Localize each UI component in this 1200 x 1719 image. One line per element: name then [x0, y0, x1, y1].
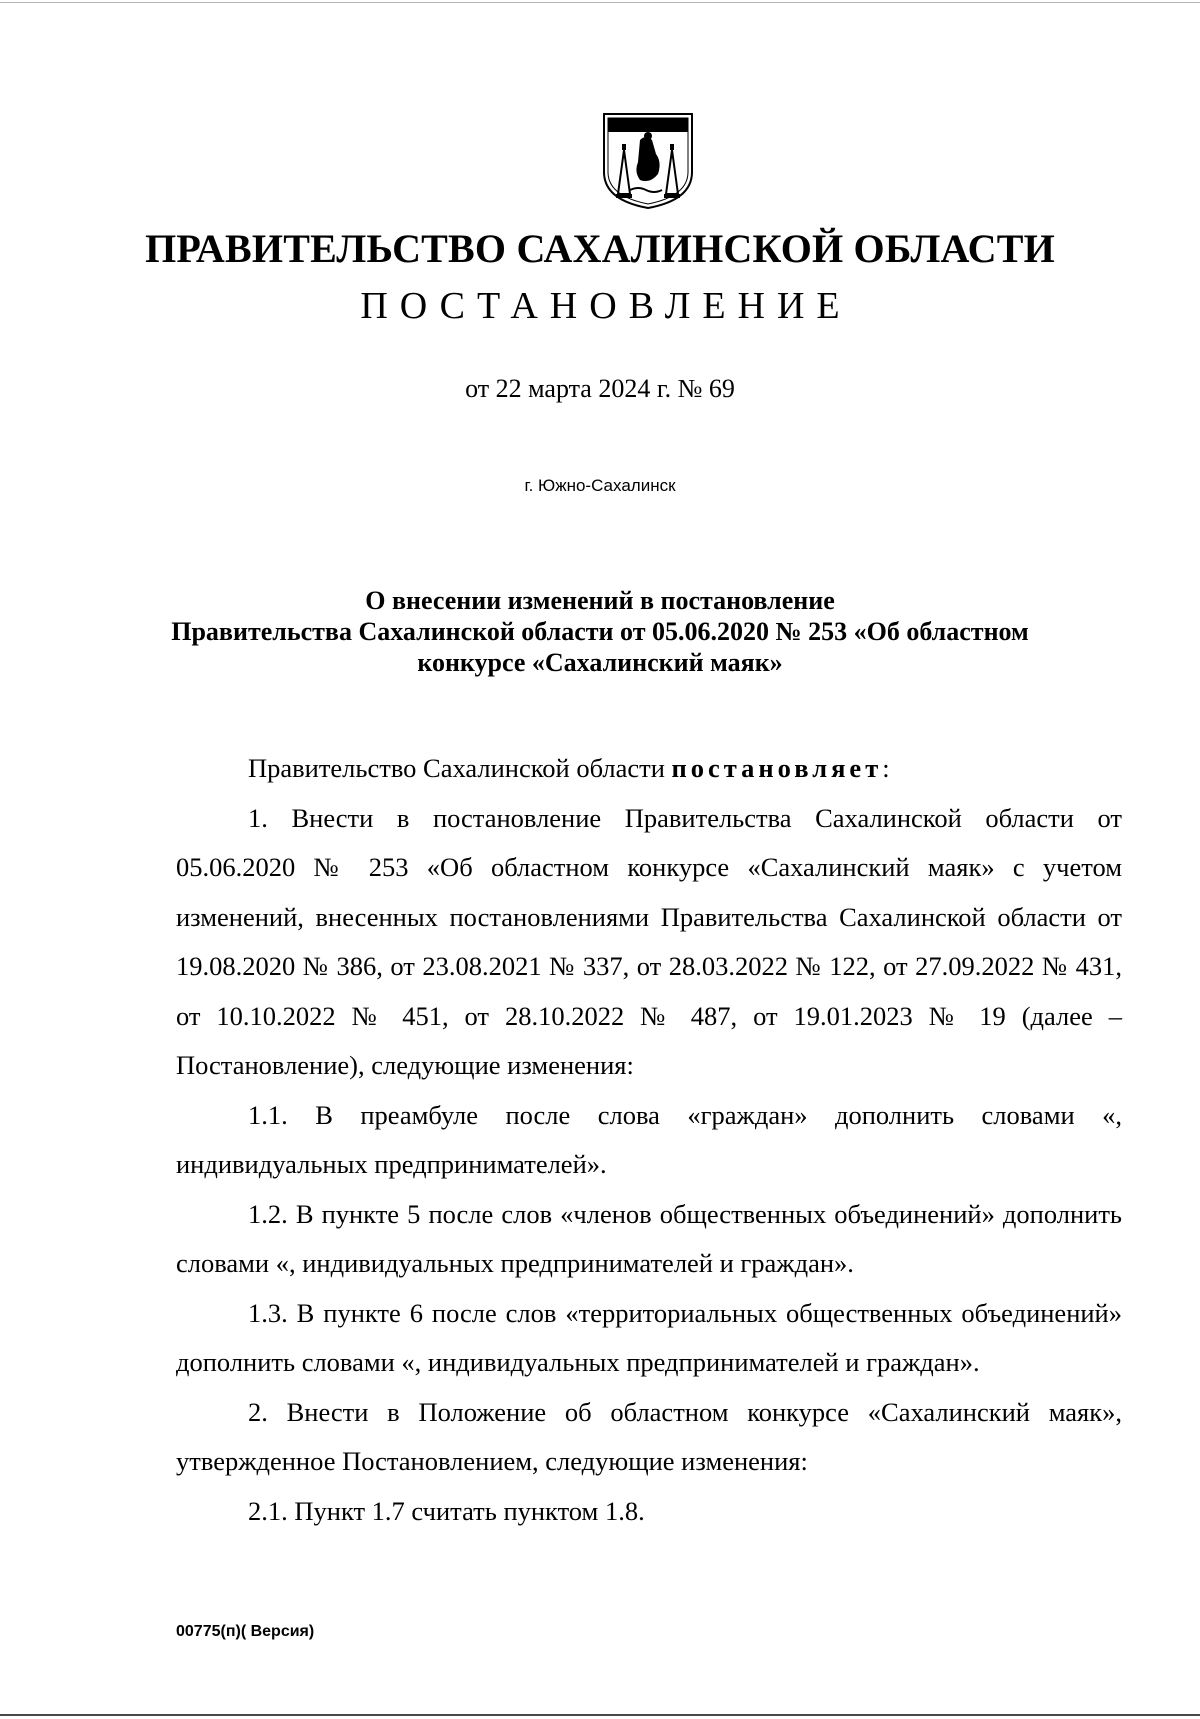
paragraph-2-1: 2.1. Пункт 1.7 считать пунктом 1.8. — [248, 1495, 645, 1526]
paragraph-2: 2. Внести в Положение об областном конкурсе «Сахалинский маяк», утвержденное Постановлением, следующие изменения: — [176, 1396, 1122, 1476]
paragraph-1: 1. Внести в постановление Правительства Сахалинской области от 05.06.2020 № 253 «Об областном конкурсе «Сахалинский маяк» с учетом изменений, внесенных постановлениями Правительства Сахалинской области от 19.08.2020 № 386, от 23.08.2021 № 337, от 28.03.2022 № 122, от 27.09.2022 № 431, от 10.10.2022 № 451, от 28.10.2022 № 487, от 19.01.2023 № 19 (далее – Постановление), следующие изменения: — [176, 802, 1122, 1080]
preamble-decree-word: постановляет — [671, 753, 883, 783]
document-body — [176, 744, 1122, 1536]
paragraph-1-2: 1.2. В пункте 5 после слов «членов общественных объединений» дополнить словами «, индивидуальных предпринимателей и граждан». — [176, 1198, 1122, 1278]
title-line-3: конкурсе «Сахалинский маяк» — [417, 648, 783, 677]
preamble-colon: : — [882, 753, 890, 783]
paragraph-1-3: 1.3. В пункте 6 после слов «территориальных общественных объединений» дополнить словами «, индивидуальных предпринимателей и граждан». — [176, 1297, 1122, 1377]
footer-document-code: 00775(п)( Версия) — [176, 1623, 315, 1640]
preamble-text: Правительство Сахалинской области — [248, 753, 672, 783]
title-line-1: О внесении изменений в постановление — [365, 586, 835, 615]
document-date-number: от 22 марта 2024 г. № 69 — [465, 374, 735, 403]
title-line-2: Правительства Сахалинской области от 05.06.2020 № 253 «Об областном — [171, 617, 1029, 646]
document-title — [0, 585, 1200, 678]
document-city: г. Южно-Сахалинск — [524, 476, 676, 495]
preamble-paragraph — [176, 744, 1122, 794]
coat-of-arms-icon — [600, 110, 696, 210]
government-name: ПРАВИТЕЛЬСТВО САХАЛИНСКОЙ ОБЛАСТИ — [145, 226, 1055, 271]
paragraph-1-1: 1.1. В преамбуле после слова «граждан» дополнить словами «, индивидуальных предпринимателей». — [176, 1099, 1122, 1179]
document-type: ПОСТАНОВЛЕНИЕ — [360, 285, 852, 327]
scan-edge-bottom — [0, 1714, 1200, 1716]
scan-edge-top — [0, 2, 1200, 3]
